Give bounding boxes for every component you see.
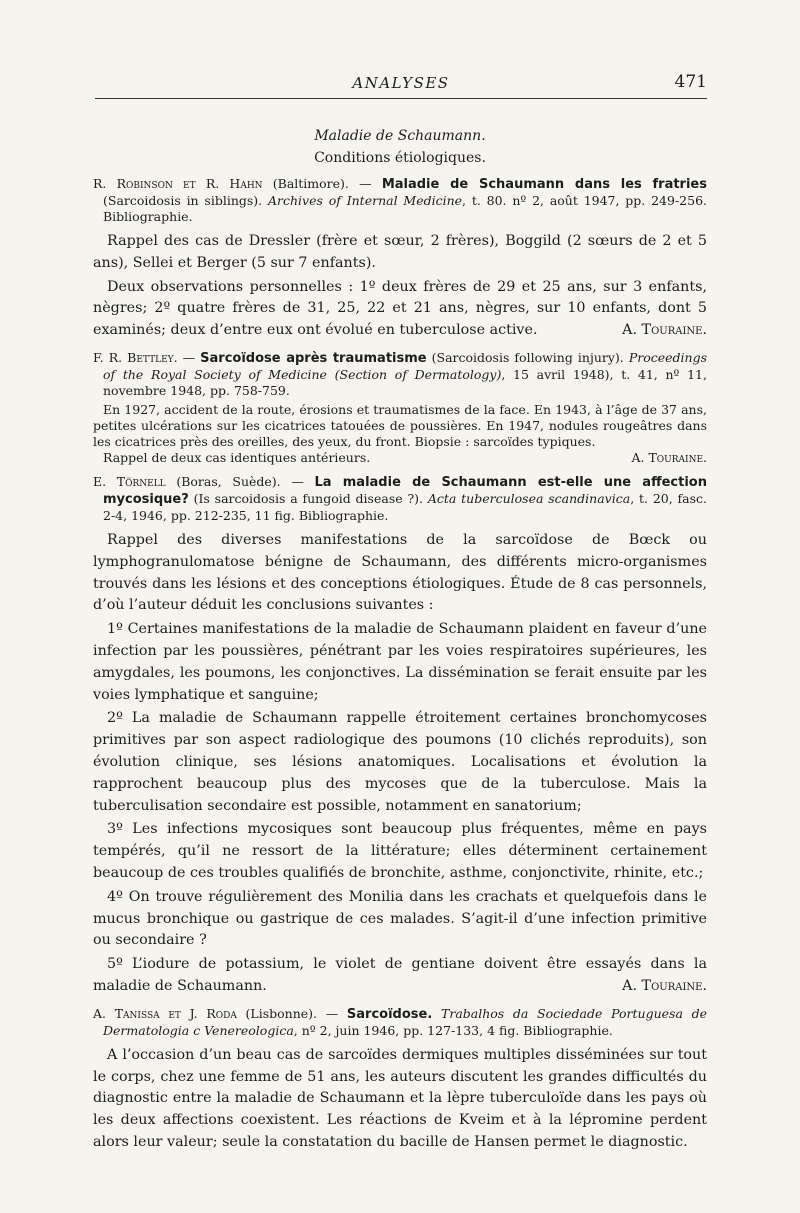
article-journal: Archives of Internal Medicine — [267, 193, 463, 208]
article-paragraph — [93, 277, 707, 342]
article-paragraph-text: Rappel de deux cas identiques antérieurs. — [103, 449, 371, 465]
article-citation: , 15 avril 1948), t. 41, nº 11, novembre 1948, pp. 758-759. — [103, 366, 707, 398]
main-content — [93, 126, 707, 1154]
section-subtitle: Conditions étiologiques. — [314, 150, 486, 166]
spacer — [93, 342, 707, 350]
article-title: Sarcoïdose après traumatisme — [200, 350, 427, 366]
article-journal: Proceedings of the Royal Society of Medicine (Section of Dermatology) — [103, 349, 707, 382]
article-citation: , nº 2, juin 1946, pp. 127-133, 4 fig. Bibliographie. — [293, 1022, 613, 1038]
article-signature: A. Touraine. — [631, 449, 707, 465]
article-original-title: (Sarcoidosis in siblings). — [103, 193, 268, 208]
page-header — [95, 68, 707, 99]
article-citation: , t. 20, fasc. 2-4, 1946, pp. 212-235, 11 fig. Bibliographie. — [103, 490, 707, 523]
article-signature: A. Touraine. — [622, 322, 707, 339]
article-original-title — [432, 1006, 441, 1021]
article-reference — [93, 350, 707, 399]
page-number: 471 — [674, 72, 707, 92]
article-paragraph: A l’occasion d’un beau cas de sarcoïdes dermiques multiples disséminées sur tout le corps, chez une femme de 51 ans, les auteurs discutent les grandes difficultés du diagnostic entre la maladie de Schaumann et la lèpre tuberculoïde dans les pays où les deux affections coexistent. Les réactions de Kveim et à la lépromine perdent alors leur valeur; seule la constatation du bacille de Hansen permet le diagnostic. — [93, 1046, 707, 1150]
article-bettley — [93, 350, 707, 466]
article-tanissa-roda — [93, 1006, 707, 1154]
article-paragraph: 2º La maladie de Schaumann rappelle étroitement certaines bronchomycoses primitives par son aspect radiologique des poumons (10 clichés reproduits), son évolution clinique, ses lésions anatomiques. Localisations et évolution la rapprochent beaucoup plus des mycoses que de la tuberculose. Mais la tuberculisation secondaire est possible, notamment en sanatorium; — [93, 710, 707, 814]
article-paragraph: En 1927, accident de la route, érosions et traumatismes de la face. En 1943, à l’âge de 37 ans, petites ulcérations sur les cicatrices tatouées de poussières. En 1947, nodules rougeâtres dans les cicatrices près des oreilles, des yeux, du front. Biopsie : sarcoïdes typiques. — [93, 401, 707, 449]
article-tornell — [93, 474, 707, 998]
article-authors: A. Tanissa et J. Roda — [93, 1005, 237, 1021]
article-paragraph — [93, 954, 707, 998]
article-journal: Acta tuberculosea scandinavica — [427, 490, 631, 506]
section-title: Maladie de Schaumann. — [314, 128, 486, 144]
article-place: (Baltimore). — — [262, 176, 382, 191]
article-reference — [93, 1006, 707, 1039]
spacer — [93, 998, 707, 1006]
article-title: La maladie de Schaumann est-elle une affection mycosique? — [103, 474, 707, 507]
article-reference — [93, 176, 707, 225]
article-paragraph-text: Deux observations personnelles : 1º deux frères de 29 et 25 ans, sur 3 enfants, nègres; 2º quatre frères de 31, 25, 22 et 21 ans, nègres, sur 10 enfants, dont 5 examinés; deux d’entre eux ont évolué en tuberculose active. — [93, 278, 707, 339]
article-authors: E. Törnell — [93, 473, 166, 489]
article-place: (Boras, Suède). — — [165, 473, 315, 489]
article-reference — [93, 474, 707, 524]
article-title: Sarcoïdose. — [346, 1006, 433, 1022]
article-robinson-hahn — [93, 176, 707, 342]
article-paragraph: 1º Certaines manifestations de la maladie de Schaumann plaident en faveur d’une infection par les poussières, pénétrant par les voies respiratoires supérieures, les amygdales, les poumons, les conjonctives. La dissémination se ferait ensuite par les voies lymphatique et sanguine; — [93, 621, 707, 703]
article-paragraph: Rappel des diverses manifestations de la sarcoïdose de Bœck ou lymphogranulomatose bénigne de Schaumann, des différents micro-organismes trouvés dans les lésions et des conceptions étiologiques. Étude de 8 cas personnels, d’où l’auteur déduit les conclusions suivantes : — [93, 531, 707, 614]
article-paragraph: 4º On trouve régulièrement des Monilia dans les crachats et quelquefois dans le mucus bronchique ou gastrique de ces malades. S’agit-il d’une infection primitive ou secondaire ? — [93, 888, 707, 949]
article-paragraph-text: 5º L’iodure de potassium, le violet de gentiane doivent être essayés dans la maladie de Schaumann. — [93, 956, 707, 994]
article-original-title: (Is sarcoidosis a fungoid disease ?). — [188, 490, 428, 506]
article-journal: Trabalhos da Sociedade Portuguesa de Dermatologia c Venereologica — [103, 1005, 707, 1038]
article-paragraph: Rappel des cas de Dressler (frère et sœur, 2 frères), Boggild (2 sœurs de 2 et 5 ans), Sellei et Berger (5 sur 7 enfants). — [93, 233, 707, 271]
article-authors: F. R. Bettley — [93, 349, 174, 365]
running-title: ANALYSES — [352, 74, 450, 92]
article-place: (Lisbonne). — — [236, 1005, 347, 1021]
article-paragraph: 3º Les infections mycosiques sont beaucoup plus fréquentes, même en pays tempérés, qu’il ne ressort de la littérature; elles déterminent certainement beaucoup de ces troubles qualifiés de bronchite, asthme, conjonctivite, rhinite, etc.; — [93, 821, 707, 881]
article-paragraph — [93, 450, 707, 466]
article-original-title: (Sarcoidosis following injury). — [426, 349, 629, 365]
article-place: . — — [173, 349, 201, 365]
article-title: Maladie de Schaumann dans les fratries — [381, 177, 707, 192]
article-authors: R. Robinson et R. Hahn — [93, 176, 263, 191]
article-signature: A. Touraine. — [622, 977, 707, 994]
spacer — [93, 466, 707, 474]
article-citation: , t. 80. nº 2, août 1947, pp. 249-256. Bibliographie. — [103, 193, 708, 224]
